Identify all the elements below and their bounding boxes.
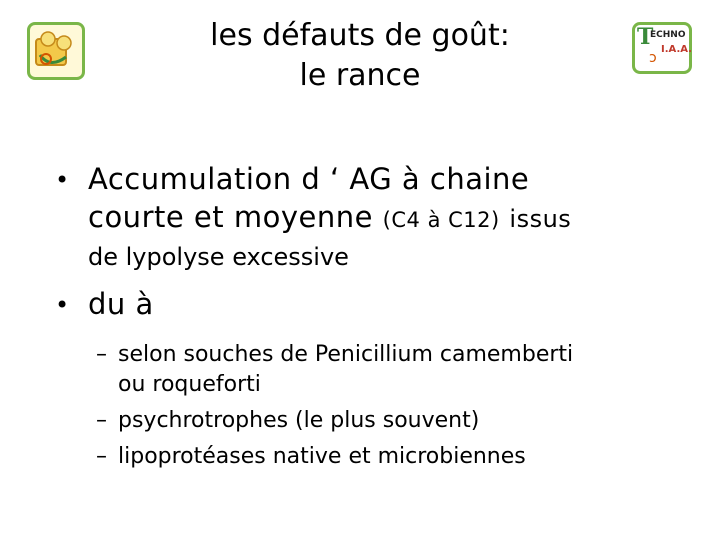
bullet-item bbox=[55, 160, 695, 275]
bullet-1-line-2-tail: issus bbox=[509, 205, 572, 233]
sub-bullet-2-line-1: psychrotrophes (le plus souvent) bbox=[118, 408, 480, 433]
dash-icon: – bbox=[96, 342, 107, 367]
bullet-2-line-1: du à bbox=[88, 287, 154, 321]
left-logo bbox=[27, 22, 85, 80]
sub-bullet-1-line-1: selon souches de Penicillium camemberti bbox=[118, 342, 574, 367]
dash-icon: – bbox=[96, 444, 107, 469]
sub-bullet-item bbox=[96, 340, 696, 400]
swirl-icon: ↄ bbox=[649, 50, 657, 66]
title-line-1: les défauts de goût: bbox=[210, 18, 510, 53]
title-line-2: le rance bbox=[299, 58, 421, 93]
bullet-dot-icon: • bbox=[55, 291, 70, 319]
sub-bullet-list bbox=[96, 340, 696, 472]
bullet-list bbox=[55, 160, 695, 323]
sub-bullet-item bbox=[96, 442, 696, 472]
sub-bullet-1-line-2: ou roqueforti bbox=[118, 372, 261, 397]
bullet-dot-icon: • bbox=[55, 166, 70, 194]
bullet-1-line-2 bbox=[88, 198, 695, 239]
logo-text-echno: ECHNO bbox=[650, 30, 686, 40]
logo-text-iaa: I.A.A. bbox=[661, 44, 692, 55]
cheese-logo-icon bbox=[30, 25, 82, 77]
bullet-1-line-1: Accumulation d ‘ AG à chaine bbox=[88, 162, 530, 196]
bullet-1-line-2-paren: (C4 à C12) bbox=[382, 208, 500, 232]
sub-bullet-item bbox=[96, 406, 696, 436]
bullet-1-line-2-main: courte et moyenne bbox=[88, 200, 373, 234]
bullet-item bbox=[55, 285, 695, 323]
right-logo bbox=[632, 22, 692, 74]
sub-bullet-3-line-1: lipoprotéases native et microbiennes bbox=[118, 444, 526, 469]
logo-letter: T bbox=[637, 24, 654, 50]
dash-icon: – bbox=[96, 408, 107, 433]
bullet-1-line-3: de lypolyse excessive bbox=[88, 243, 349, 271]
slide-title bbox=[120, 16, 600, 96]
